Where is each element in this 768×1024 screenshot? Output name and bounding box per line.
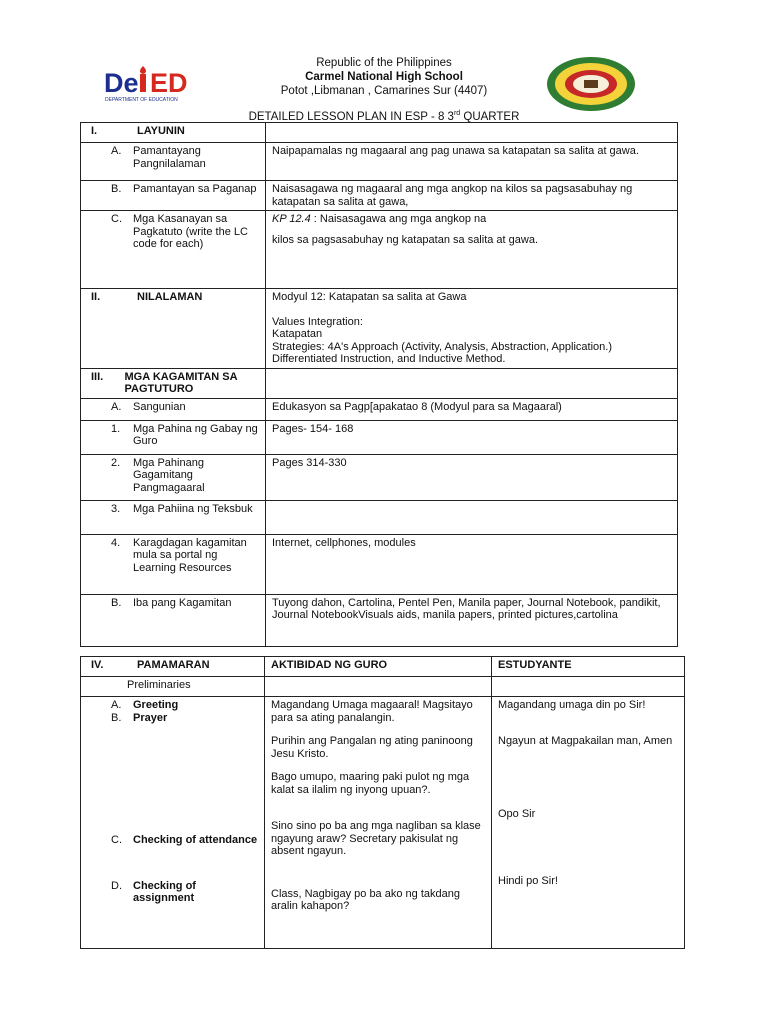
row-label: 3. Mga Pahiina ng Teksbuk — [81, 500, 266, 534]
svg-text:DEPARTMENT OF EDUCATION: DEPARTMENT OF EDUCATION — [105, 97, 178, 103]
row-label: 1. Mga Pahina ng Gabay ng Guro — [81, 420, 266, 454]
row-value: Internet, cellphones, modules — [266, 534, 678, 594]
student-response: Magandang umaga din po Sir! Ngayun at Magpakailan man, Amen Opo Sir Hindi po Sir! — [492, 697, 685, 949]
row-value: Naipapamalas ng magaaral ang pag unawa sa katapatan sa salita at gawa. — [266, 143, 678, 181]
row-label: B. Iba pang Kagamitan — [81, 594, 266, 646]
row-value: Pages 314-330 — [266, 454, 678, 500]
procedure-steps: A. Greeting B. Prayer C. Checking of attendance D. Checking of assignment — [81, 697, 265, 949]
section-nilalaman: II. NILALAMAN — [81, 289, 266, 369]
header-address: Potot ,Libmanan , Camarines Sur (4407) — [280, 85, 488, 97]
row-label: 2. Mga Pahinang Gagamitang Pangmagaaral — [81, 454, 266, 500]
row-value: Pages- 154- 168 — [266, 420, 678, 454]
row-label: C. Mga Kasanayan sa Pagkatuto (write the LC code for each) — [81, 211, 266, 289]
row-value: Modyul 12: Katapatan sa salita at Gawa Values Integration: Katapatan Strategies: 4A's Approach (Activity, Analysis, Abstraction, Application.) Differentiated Instruction, and Inductive Method. — [266, 289, 678, 369]
section-pamamaran: IV. PAMAMARAN — [81, 657, 265, 677]
col-header-estudyante: ESTUDYANTE — [492, 657, 685, 677]
section-kagamitan: III. MGA KAGAMITAN SA PAGTUTURO — [81, 368, 266, 398]
svg-text:De: De — [104, 68, 139, 98]
row-preliminaries: Preliminaries — [81, 677, 265, 697]
row-label: 4. Karagdagan kagamitan mula sa portal ng Learning Resources — [81, 534, 266, 594]
row-label: A. Sangunian — [81, 398, 266, 420]
header-school: Carmel National High School — [305, 71, 463, 83]
row-label: A. Pamantayang Pangnilalaman — [81, 143, 266, 181]
row-value: Edukasyon sa Pagp[apakatao 8 (Modyul para sa Magaaral) — [266, 398, 678, 420]
row-value: KP 12.4 : Naisasagawa ang mga angkop na kilos sa pagsasabuhay ng katapatan sa salita at gawa. — [266, 211, 678, 289]
row-value: Tuyong dahon, Cartolina, Pentel Pen, Manila paper, Journal Notebook, pandikit, Journal NotebookVisuals aids, manila papers, printed pictures,cartolina — [266, 594, 678, 646]
col-header-guro: AKTIBIDAD NG GURO — [265, 657, 492, 677]
row-label: B. Pamantayan sa Paganap — [81, 181, 266, 211]
procedure-table — [80, 656, 685, 949]
row-value: Naisasagawa ng magaaral ang mga angkop na kilos sa pagsasabuhay ng katapatan sa salita at gawa, — [266, 181, 678, 211]
section-layunin: I. LAYUNIN — [81, 123, 266, 143]
lc-code: KP 12.4 — [272, 213, 311, 225]
plan-title: DETAILED LESSON PLAN IN ESP - 8 3rd QUARTER — [248, 110, 520, 123]
svg-text:ED: ED — [150, 68, 188, 98]
row-value — [266, 500, 678, 534]
teacher-activity: Magandang Umaga magaaral! Magsitayo para sa ating panalangin. Purihin ang Pangalan ng ating paninoong Jesu Kristo. Bago umupo, maaring paki pulot ng mga kalat sa ilalim ng inyong upuan?. Sino sino po ba ang mga nagliban sa klase ngayung araw? Secretary pakisulat ng absent ngayun. Class, Nagbigay po ba ako ng takdang aralin kahapon? — [265, 697, 492, 949]
lesson-plan-table — [80, 122, 678, 647]
header-republic: Republic of the Philippines — [316, 57, 452, 69]
